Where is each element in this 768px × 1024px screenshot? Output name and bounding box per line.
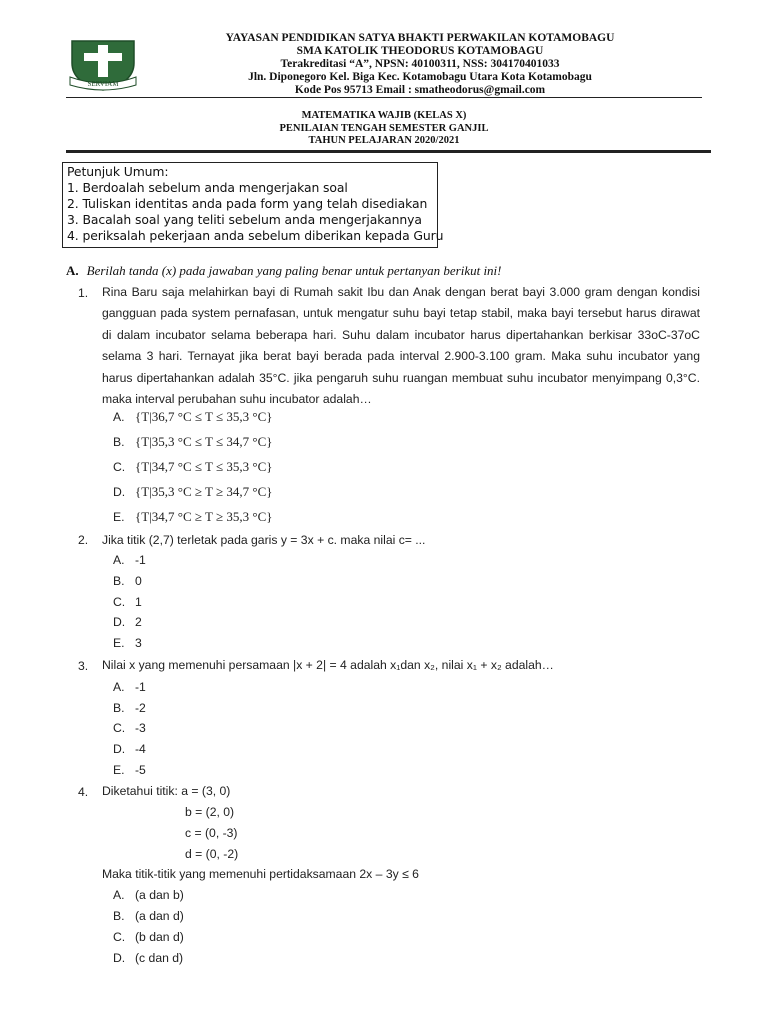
logo-lettering: SERVIAM — [87, 80, 119, 88]
option-letter: D. — [113, 742, 126, 756]
point-c: c = (0, -3) — [185, 826, 238, 840]
option-letter: A. — [113, 410, 125, 424]
option-c[interactable] — [113, 459, 273, 475]
section-label: A. — [66, 263, 79, 278]
option-letter: B. — [113, 909, 125, 923]
option-text: {T|35,3 °C ≤ T ≤ 34,7 °C} — [135, 434, 273, 449]
option-b[interactable] — [113, 574, 142, 588]
option-text: -4 — [135, 742, 146, 756]
option-text: 3 — [135, 636, 142, 650]
option-letter: E. — [113, 636, 125, 650]
option-text: -5 — [135, 763, 146, 777]
option-text: -2 — [135, 701, 146, 715]
option-letter: B. — [113, 701, 125, 715]
option-letter: E. — [113, 510, 125, 524]
question-number: 1. — [78, 286, 89, 300]
option-text: (a dan b) — [135, 888, 184, 902]
option-letter: D. — [113, 951, 126, 965]
option-letter: D. — [113, 485, 126, 499]
option-text: {T|36,7 °C ≤ T ≤ 35,3 °C} — [135, 409, 273, 424]
option-text: -1 — [135, 680, 146, 694]
option-letter: D. — [113, 615, 126, 629]
option-letter: A. — [113, 553, 125, 567]
option-letter: E. — [113, 763, 125, 777]
question-prompt: Maka titik-titik yang memenuhi pertidaksamaan 2x – 3y ≤ 6 — [102, 867, 419, 881]
exam-type: PENILAIAN TENGAH SEMESTER GANJIL — [279, 122, 489, 134]
section-a-heading — [66, 263, 502, 279]
title-divider-thick — [66, 150, 711, 153]
option-d[interactable] — [113, 951, 183, 965]
option-text: {T|34,7 °C ≤ T ≤ 35,3 °C} — [135, 459, 273, 474]
option-text: {T|34,7 °C ≥ T ≥ 35,3 °C} — [135, 509, 273, 524]
option-a[interactable] — [113, 680, 146, 694]
instructions-heading: Petunjuk Umum: — [67, 164, 169, 179]
instruction-item: 2. Tuliskan identitas anda pada form yang telah disediakan — [67, 196, 428, 211]
exam-title-block — [66, 110, 702, 148]
point-b: b = (2, 0) — [185, 805, 235, 819]
accreditation: Terakreditasi “A”, NPSN: 40100311, NSS: 304170401033 — [280, 58, 560, 70]
option-text: (b dan d) — [135, 930, 184, 944]
option-letter: A. — [113, 888, 125, 902]
question-number: 2. — [78, 533, 89, 547]
option-b[interactable] — [113, 434, 273, 450]
question-text: Diketahui titik: a = (3, 0) — [102, 784, 231, 798]
option-text: -1 — [135, 553, 146, 567]
school-name: SMA KATOLIK THEODORUS KOTAMOBAGU — [296, 45, 544, 57]
foundation-name: YAYASAN PENDIDIKAN SATYA BHAKTI PERWAKILAN KOTAMOBAGU — [225, 32, 615, 44]
question-text: Nilai x yang memenuhi persamaan |x + 2| = 4 adalah x₁dan x₂, nilai x₁ + x₂ adalah… — [102, 658, 554, 672]
option-c[interactable] — [113, 930, 184, 944]
option-a[interactable] — [113, 888, 184, 902]
option-letter: A. — [113, 680, 125, 694]
option-text: 1 — [135, 595, 142, 609]
option-letter: C. — [113, 930, 126, 944]
option-letter: B. — [113, 574, 125, 588]
option-letter: C. — [113, 721, 126, 735]
option-d[interactable] — [113, 484, 273, 500]
option-e[interactable] — [113, 636, 142, 650]
option-a[interactable] — [113, 553, 146, 567]
option-text: 2 — [135, 615, 142, 629]
instruction-item: 1. Berdoalah sebelum anda mengerjakan soal — [67, 180, 348, 195]
option-c[interactable] — [113, 721, 146, 735]
option-text: (a dan d) — [135, 909, 184, 923]
instruction-item: 3. Bacalah soal yang teliti sebelum anda mengerjakannya — [67, 212, 422, 227]
option-letter: C. — [113, 595, 126, 609]
option-d[interactable] — [113, 615, 142, 629]
option-text: (c dan d) — [135, 951, 184, 965]
option-e[interactable] — [113, 763, 146, 777]
option-b[interactable] — [113, 701, 146, 715]
question-number: 4. — [78, 785, 89, 799]
postal-email: Kode Pos 95713 Email : smatheodorus@gmail.com — [294, 84, 546, 96]
instructions-box — [62, 162, 444, 248]
question-text: Rina Baru saja melahirkan bayi di Rumah sakit Ibu dan Anak dengan berat bayi 3.000 gram dengan kondisi gangguan pada system pernafasan, untuk mengatur suhu bayi tetap stabil, maka bayi tersebut harus dirawat di dalam incubator selama beberapa hari. Suhu dalam incubator harus dipertahankan berkisar 33oC-37oC selama 3 hari. Ternayat jika berat bayi berada pada interval 2.900-3.100 gram. Maka suhu incubator yang harus dipertahankan adalah 35°C. jika pengaruh suhu ruangan membuat suhu incubator menyimpang 0,3°C. maka interval perubahan suhu incubator adalah… — [102, 285, 700, 407]
option-b[interactable] — [113, 909, 184, 923]
header-divider — [66, 97, 702, 98]
option-c[interactable] — [113, 595, 142, 609]
option-text: 0 — [135, 574, 142, 588]
school-address: Jln. Diponegoro Kel. Biga Kec. Kotamobagu Utara Kota Kotamobagu — [248, 71, 592, 83]
option-e[interactable] — [113, 509, 273, 525]
question-number: 3. — [78, 659, 89, 673]
exam-year: TAHUN PELAJARAN 2020/2021 — [308, 135, 460, 146]
point-d: d = (0, -2) — [185, 847, 239, 861]
option-text: -3 — [135, 721, 146, 735]
option-d[interactable] — [113, 742, 146, 756]
option-letter: C. — [113, 460, 126, 474]
section-instruction: Berilah tanda (x) pada jawaban yang paling benar untuk pertanyan berikut ini! — [86, 263, 502, 278]
option-text: {T|35,3 °C ≥ T ≥ 34,7 °C} — [135, 484, 273, 499]
option-a[interactable] — [113, 409, 273, 425]
option-letter: B. — [113, 435, 125, 449]
question-text: Jika titik (2,7) terletak pada garis y = 3x + c. maka nilai c= ... — [102, 533, 426, 547]
exam-subject: MATEMATIKA WAJIB (KELAS X) — [301, 110, 467, 121]
instruction-item: 4. periksalah pekerjaan anda sebelum diberikan kepada Guru — [67, 228, 444, 243]
